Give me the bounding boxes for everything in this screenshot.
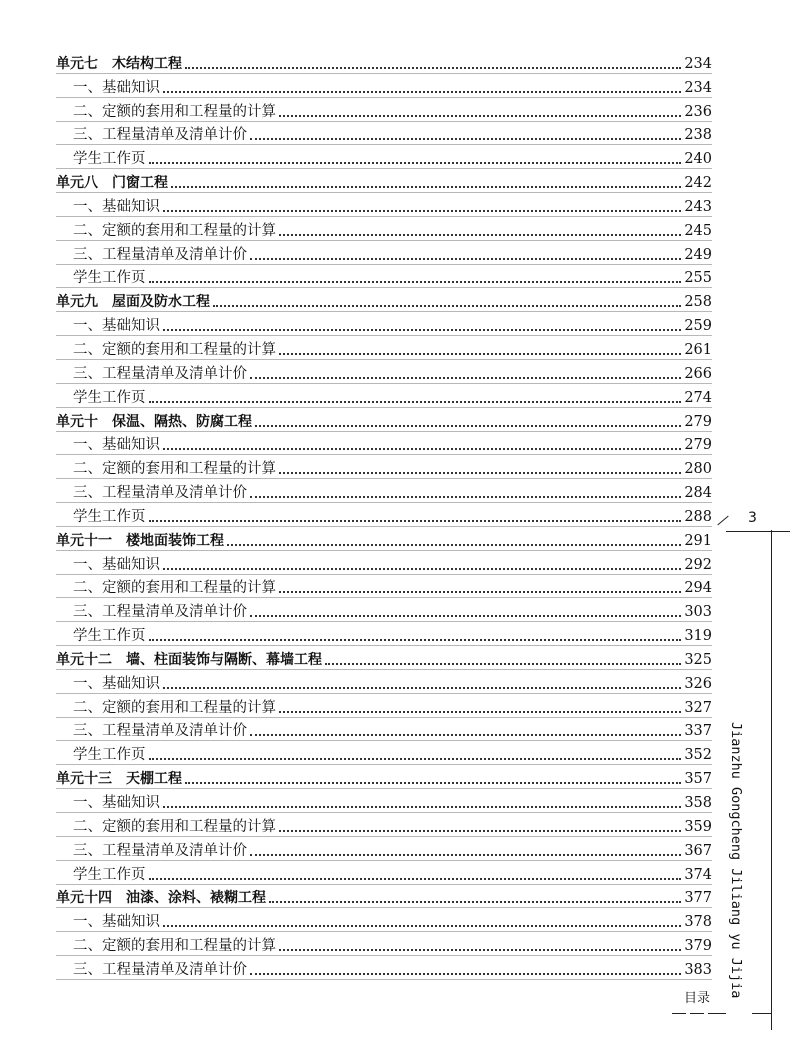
toc-unit-entry[interactable] (56, 885, 712, 909)
page-number-slash (717, 516, 728, 526)
toc-leader-dots (163, 568, 681, 570)
toc-leader-dots (163, 806, 681, 808)
toc-page-number: 327 (684, 699, 712, 716)
toc-page-number: 374 (684, 866, 712, 883)
toc-unit-entry[interactable] (56, 646, 712, 670)
toc-sub-entry[interactable] (56, 551, 712, 575)
toc-entry-title: 一、基础知识 (73, 556, 160, 573)
toc-page-number: 240 (684, 151, 712, 168)
toc-page-number: 259 (684, 318, 712, 335)
toc-leader-dots (279, 949, 681, 951)
toc-sub-entry[interactable] (56, 622, 712, 646)
toc-page-number: 294 (684, 580, 712, 597)
margin-vertical-rule (771, 530, 772, 1030)
toc-leader-dots (250, 854, 681, 856)
toc-page-number: 280 (684, 461, 712, 478)
toc-entry-title: 二、定额的套用和工程量的计算 (73, 818, 276, 835)
toc-page-number: 291 (684, 532, 712, 549)
toc-entry-title: 二、定额的套用和工程量的计算 (73, 938, 276, 955)
toc-entry-title: 一、基础知识 (73, 437, 160, 454)
toc-sub-entry[interactable] (56, 789, 712, 813)
toc-page-number: 236 (684, 103, 712, 120)
toc-page-number: 288 (684, 508, 712, 525)
toc-sub-entry[interactable] (56, 336, 712, 360)
toc-leader-dots (250, 377, 681, 379)
toc-page-number: 243 (684, 198, 712, 215)
toc-entry-title: 学生工作页 (73, 508, 146, 525)
toc-sub-entry[interactable] (56, 360, 712, 384)
toc-entry-title: 三、工程量清单及清单计价 (73, 246, 247, 263)
toc-leader-dots (171, 186, 681, 188)
toc-page-number: 367 (684, 842, 712, 859)
toc-leader-dots (255, 425, 681, 427)
toc-entry-title: 三、工程量清单及清单计价 (73, 127, 247, 144)
toc-entry-title: 单元十 保温、隔热、防腐工程 (56, 413, 252, 430)
toc-sub-entry[interactable] (56, 694, 712, 718)
toc-page-number: 359 (684, 818, 712, 835)
toc-leader-dots (279, 353, 681, 355)
toc-sub-entry[interactable] (56, 503, 712, 527)
toc-entry-title: 学生工作页 (73, 747, 146, 764)
footer-dash (708, 1013, 726, 1014)
toc-entry-title: 单元十一 楼地面装饰工程 (56, 532, 224, 549)
toc-entry-title: 三、工程量清单及清单计价 (73, 961, 247, 978)
toc-unit-entry[interactable] (56, 408, 712, 432)
toc-entry-title: 三、工程量清单及清单计价 (73, 723, 247, 740)
toc-leader-dots (250, 973, 681, 975)
toc-entry-title: 一、基础知识 (73, 914, 160, 931)
toc-leader-dots (163, 329, 681, 331)
toc-page-number: 378 (684, 914, 712, 931)
toc-page-number: 352 (684, 747, 712, 764)
toc-leader-dots (279, 472, 681, 474)
toc-sub-entry[interactable] (56, 908, 712, 932)
toc-page-number: 245 (684, 222, 712, 239)
footer-dash (672, 1013, 686, 1014)
toc-leader-dots (250, 258, 681, 260)
toc-sub-entry[interactable] (56, 98, 712, 122)
toc-row-rule (56, 979, 712, 980)
toc-entry-title: 单元十四 油漆、涂料、裱糊工程 (56, 890, 266, 907)
toc-leader-dots (213, 305, 681, 307)
toc-leader-dots (250, 496, 681, 498)
toc-page-number: 242 (684, 175, 712, 192)
toc-page-number: 292 (684, 556, 712, 573)
toc-sub-entry[interactable] (56, 932, 712, 956)
toc-page-number: 326 (684, 675, 712, 692)
toc-entry-title: 一、基础知识 (73, 318, 160, 335)
toc-unit-entry[interactable] (56, 169, 712, 193)
toc-leader-dots (163, 91, 681, 93)
toc-sub-entry[interactable] (56, 670, 712, 694)
toc-page-number: 377 (684, 890, 712, 907)
toc-leader-dots (163, 448, 681, 450)
toc-page-number: 325 (684, 651, 712, 668)
toc-sub-entry[interactable] (56, 479, 712, 503)
toc-entry-title: 单元九 屋面及防水工程 (56, 294, 210, 311)
toc-leader-dots (250, 615, 681, 617)
toc-page-number: 383 (684, 961, 712, 978)
toc-leader-dots (185, 67, 681, 69)
toc-entry-title: 二、定额的套用和工程量的计算 (73, 461, 276, 478)
toc-entry-title: 三、工程量清单及清单计价 (73, 365, 247, 382)
footer-dash (690, 1013, 704, 1014)
toc-leader-dots (163, 925, 681, 927)
toc-leader-dots (149, 758, 682, 760)
toc-unit-entry[interactable] (56, 50, 712, 74)
toc-page-number: 379 (684, 938, 712, 955)
toc-unit-entry[interactable] (56, 288, 712, 312)
page-number: 3 (748, 510, 757, 526)
toc-entry-title: 学生工作页 (73, 270, 146, 287)
footer-dash (752, 1013, 772, 1014)
toc-page-number: 261 (684, 341, 712, 358)
toc-leader-dots (149, 281, 682, 283)
toc-unit-entry[interactable] (56, 765, 712, 789)
toc-entry-title: 三、工程量清单及清单计价 (73, 604, 247, 621)
toc-page-number: 249 (684, 246, 712, 263)
toc-leader-dots (250, 734, 681, 736)
toc-entry-title: 学生工作页 (73, 389, 146, 406)
toc-sub-entry[interactable] (56, 241, 712, 265)
toc-leader-dots (163, 210, 681, 212)
toc-entry-title: 二、定额的套用和工程量的计算 (73, 222, 276, 239)
toc-page-number: 279 (684, 437, 712, 454)
toc-leader-dots (163, 687, 681, 689)
section-label: 目录 (684, 991, 711, 1006)
toc-entry-title: 学生工作页 (73, 151, 146, 168)
toc-sub-entry[interactable] (56, 956, 712, 980)
toc-sub-entry[interactable] (56, 265, 712, 289)
toc-leader-dots (279, 591, 681, 593)
toc-leader-dots (149, 520, 682, 522)
toc-leader-dots (227, 544, 681, 546)
toc-entry-title: 三、工程量清单及清单计价 (73, 842, 247, 859)
toc-entry-title: 一、基础知识 (73, 79, 160, 96)
toc-page-number: 358 (684, 795, 712, 811)
toc-leader-dots (149, 162, 682, 164)
toc-entry-title: 单元十三 天棚工程 (56, 771, 182, 788)
toc-leader-dots (149, 878, 682, 880)
toc-sub-entry[interactable] (56, 74, 712, 98)
toc-entry-title: 单元十二 墙、柱面装饰与隔断、幕墙工程 (56, 651, 322, 668)
toc-sub-entry[interactable] (56, 718, 712, 742)
toc-entry-title: 一、基础知识 (73, 198, 160, 215)
toc-unit-entry[interactable] (56, 527, 712, 551)
toc-entry-title: 单元七 木结构工程 (56, 55, 182, 72)
toc-sub-entry[interactable] (56, 384, 712, 408)
toc-page-number: 234 (684, 79, 712, 96)
toc-leader-dots (325, 663, 681, 665)
toc-sub-entry[interactable] (56, 432, 712, 456)
toc-entry-title: 一、基础知识 (73, 675, 160, 692)
toc-entry-title: 二、定额的套用和工程量的计算 (73, 103, 276, 120)
toc-entry-title: 二、定额的套用和工程量的计算 (73, 580, 276, 597)
toc-page-number: 234 (684, 55, 712, 72)
toc-page-number: 337 (684, 723, 712, 740)
toc-page-number: 284 (684, 485, 712, 502)
toc-page-number: 266 (684, 365, 712, 382)
toc-leader-dots (279, 830, 681, 832)
toc-page-number: 357 (684, 771, 712, 788)
toc-sub-entry[interactable] (56, 598, 712, 622)
toc-sub-entry[interactable] (56, 741, 712, 765)
toc-page-number: 274 (684, 389, 712, 406)
toc-entry-title: 二、定额的套用和工程量的计算 (73, 699, 276, 716)
toc-page-number: 279 (684, 413, 712, 430)
toc-entry-title: 学生工作页 (73, 628, 146, 645)
toc-leader-dots (269, 901, 681, 903)
toc-sub-entry[interactable] (56, 455, 712, 479)
toc-leader-dots (185, 782, 681, 784)
toc-leader-dots (279, 234, 681, 236)
toc-sub-entry[interactable] (56, 813, 712, 837)
toc-page-number: 255 (684, 270, 712, 287)
table-of-contents (56, 50, 712, 980)
toc-leader-dots (250, 138, 681, 140)
toc-sub-entry[interactable] (56, 312, 712, 336)
toc-entry-title: 学生工作页 (73, 866, 146, 883)
toc-page-number: 303 (684, 604, 712, 621)
toc-entry-title: 单元八 门窗工程 (56, 175, 168, 192)
toc-sub-entry[interactable] (56, 122, 712, 146)
running-head: Jianzhu Gongcheng Jiliang yu Jijia (728, 722, 744, 999)
toc-sub-entry[interactable] (56, 837, 712, 861)
toc-sub-entry[interactable] (56, 861, 712, 885)
toc-page-number: 319 (684, 628, 712, 645)
toc-entry-title: 二、定额的套用和工程量的计算 (73, 341, 276, 358)
toc-sub-entry[interactable] (56, 193, 712, 217)
toc-entry-title: 一、基础知识 (73, 795, 160, 811)
toc-sub-entry[interactable] (56, 575, 712, 599)
toc-leader-dots (149, 401, 682, 403)
page-number-rule (726, 531, 790, 532)
toc-leader-dots (149, 639, 682, 641)
toc-leader-dots (279, 115, 681, 117)
toc-entry-title: 三、工程量清单及清单计价 (73, 485, 247, 502)
toc-sub-entry[interactable] (56, 145, 712, 169)
toc-leader-dots (279, 711, 681, 713)
toc-page-number: 238 (684, 127, 712, 144)
toc-sub-entry[interactable] (56, 217, 712, 241)
toc-page-number: 258 (684, 294, 712, 311)
